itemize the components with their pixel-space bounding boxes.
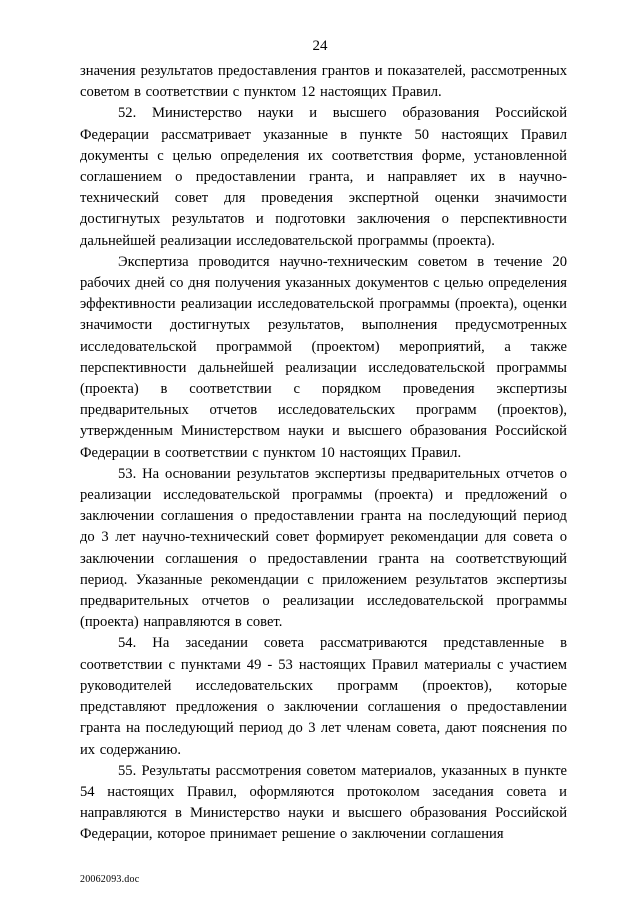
- paragraph-item-55: 55. Результаты рассмотрения советом материалов, указанных в пункте 54 настоящих Правил, оформляются протоколом заседания совета и направляются в Министерство науки и высшего образования Российской Федерации, которое принимает решение о заключении соглашения: [80, 762, 567, 843]
- page-number: 24: [312, 38, 328, 54]
- document-body: [80, 61, 567, 846]
- paragraph-item-52: 52. Министерство науки и высшего образования Российской Федерации рассматривает указанные в пункте 50 настоящих Правил документы с целью определения их соответствия форме, установленной соглашением о предоставлении гранта, и направляет их в научно-технический совет для проведения экспертной оценки значимости достигнутых результатов и подготовки заключения о перспективности дальнейшей реализации исследовательской программы (проекта).: [80, 105, 567, 249]
- paragraph-item-53: 53. На основании результатов экспертизы предварительных отчетов о реализации исследовательской программы (проекта) и предложений о заключении соглашения о предоставлении гранта на последующий период до 3 лет научно-технический совет формирует рекомендации для совета о заключении соглашения о предоставлении гранта на соответствующий период. Указанные рекомендации с приложением результатов экспертизы предварительных отчетов о реализации исследовательской программы (проекта) направляются в совет.: [80, 465, 567, 631]
- paragraph-expertise: Экспертиза проводится научно-техническим советом в течение 20 рабочих дней со дня получения указанных документов с целью определения эффективности реализации исследовательской программы (проекта), оценки значимости достигнутых результатов, выполнения предусмотренных исследовательской программой (проектом) мероприятий, а также перспективности дальнейшей реализации исследовательской программы (проекта) в соответствии с порядком проведения экспертизы предварительных отчетов исследовательских программ (проектов), утвержденным Министерством науки и высшего образования Российской Федерации в соответствии с пунктом 10 настоящих Правил.: [80, 253, 567, 461]
- footer-filename: 20062093.doc: [80, 874, 140, 885]
- paragraph-item-54: 54. На заседании совета рассматриваются представленные в соответствии с пунктами 49 - 53 настоящих Правил материалы с участием руководителей исследовательских программ (проектов), которые представляют предложения о заключении соглашения о предоставлении гранта на последующий период до 3 лет членам совета, дают пояснения по их содержанию.: [80, 635, 567, 758]
- paragraph-continuation: значения результатов предоставления грантов и показателей, рассмотренных советом в соответствии с пунктом 12 настоящих Правил.: [80, 63, 567, 101]
